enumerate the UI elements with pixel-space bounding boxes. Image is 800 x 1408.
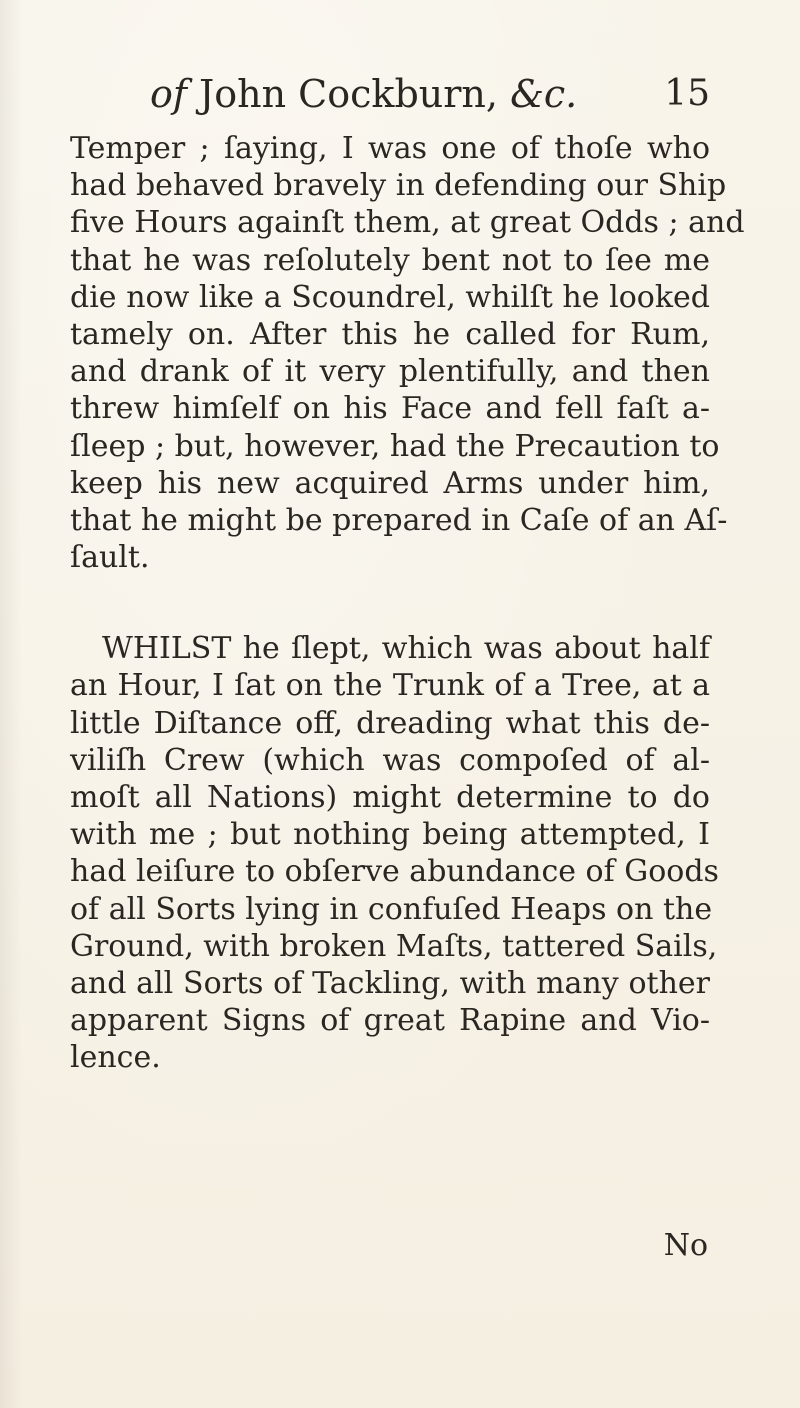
catchword: No [663,1228,708,1263]
running-head-of: of [150,72,187,116]
text-line: lence. [70,1040,161,1076]
page-number: 15 [664,73,710,114]
text-line: keep his new acquired Arms under him, [70,465,710,501]
text-line: threw himſelf on his Face and fell faſt a- [70,391,710,427]
text-line: with me ; but nothing being attempted, I [70,817,710,853]
running-head-name: John Cockburn, [199,72,498,116]
text-line: an Hour, I ſat on the Trunk of a Tree, at a [70,668,710,704]
text-line: ſleep ; but, however, had the Precaution to [70,428,720,464]
text-line: and drank of it very plentifully, and then [70,354,710,390]
text-line: had leiſure to obſerve abundance of Goods [70,854,719,890]
text-line: apparent Signs of great Rapine and Vio- [70,1003,710,1039]
text-line: that he might be prepared in Caſe of an Aſ- [70,502,728,538]
paragraph-1 [70,130,745,576]
text-line: WHILST he ſlept, which was about half [102,631,710,667]
gutter-shadow [0,0,22,1408]
text-line: Temper ; ſaying, I was one of thoſe who [70,131,710,166]
paragraph-2 [70,630,719,1076]
text-line: Ground, with broken Maſts, tattered Sails, [70,928,718,964]
text-line: that he was reſolutely bent not to ſee me [70,242,710,278]
running-head-etc: &c. [510,72,578,116]
text-line: little Diſtance off, dreading what this de- [70,705,710,741]
text-line: die now like a Scoundrel, whilſt he looked [70,279,710,315]
text-line: five Hours againſt them, at great Odds ; and [70,205,745,241]
text-line: tamely on. After this he called for Rum, [70,316,710,352]
text-line: of all Sorts lying in confuſed Heaps on the [70,891,713,927]
text-line: and all Sorts of Tackling, with many other [70,965,710,1001]
page-header [150,66,710,122]
running-head [150,66,577,122]
paragraph-gap [70,576,710,630]
text-line: moſt all Nations) might determine to do [70,780,710,815]
body-text [70,130,745,1077]
text-line: had behaved bravely in defending our Ship [70,168,727,204]
text-line: viliſh Crew (which was compoſed of al- [70,742,710,778]
text-line: ſault. [70,540,150,576]
